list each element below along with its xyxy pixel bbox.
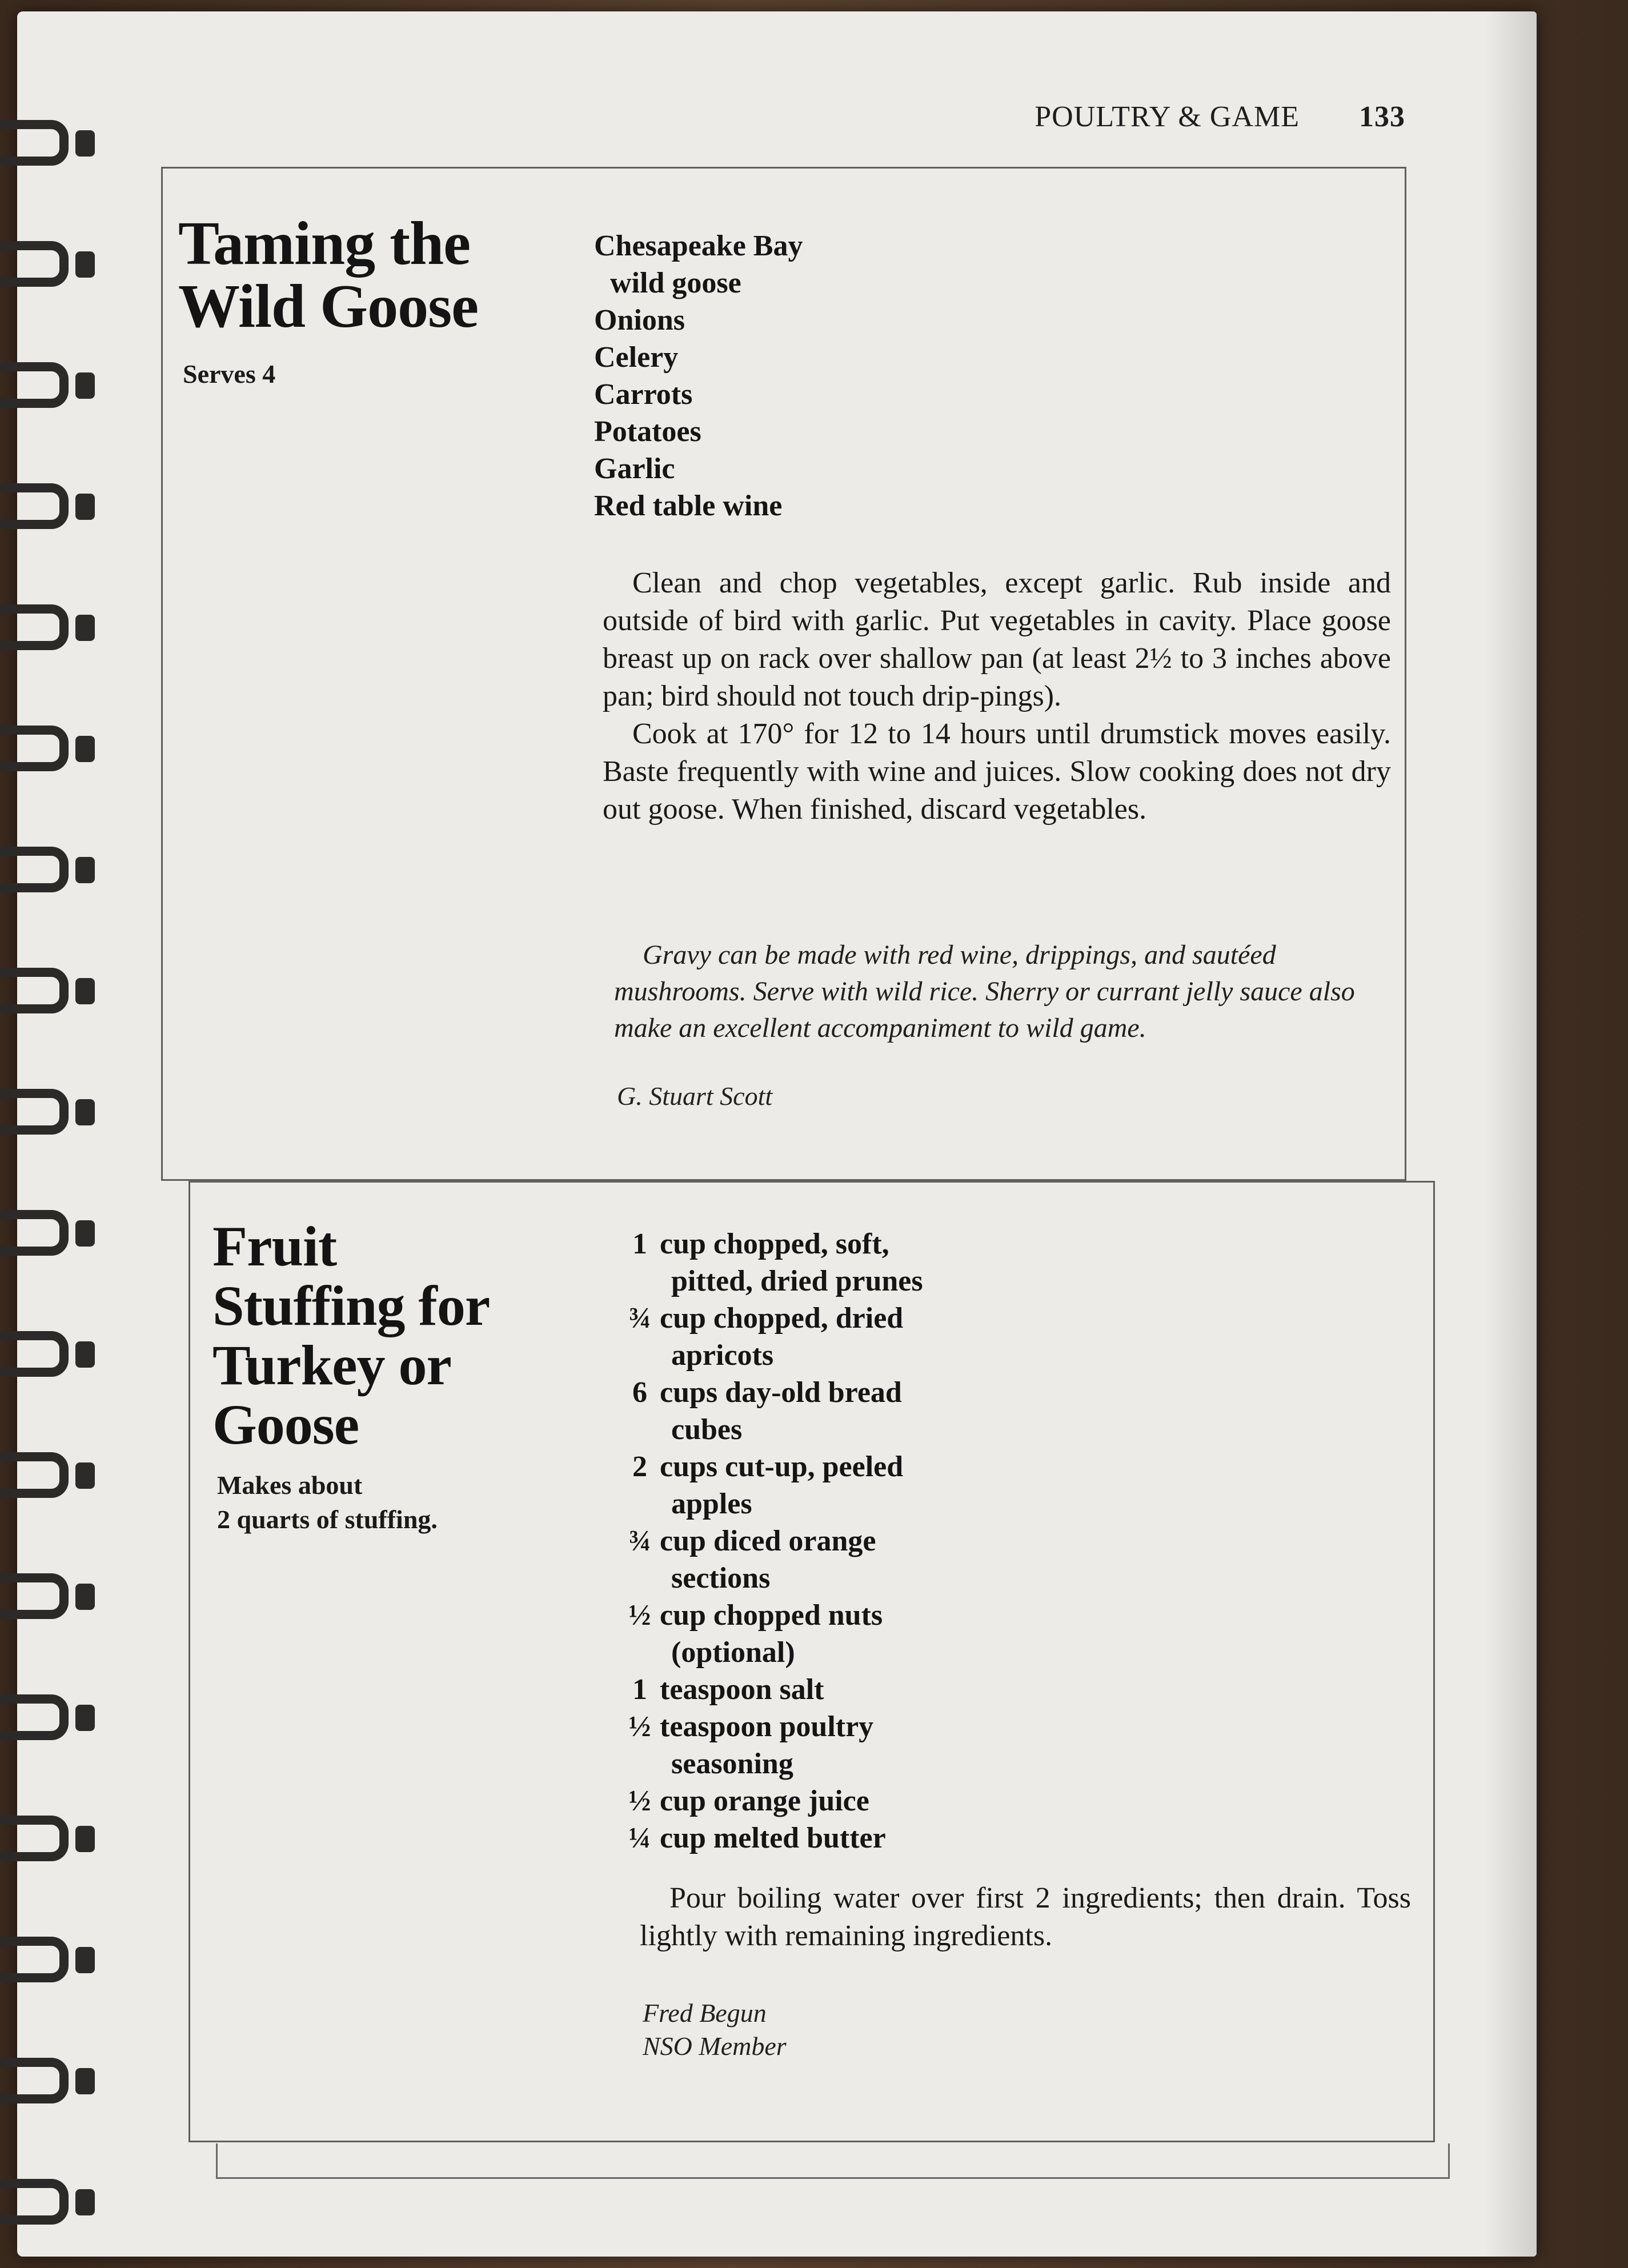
spiral-coil — [0, 1210, 69, 1256]
ingredient-item: Chesapeake Bay — [594, 230, 803, 262]
ingredient-text: teaspoon salt — [660, 1673, 824, 1706]
instruction-paragraph: Cook at 170° for 12 to 14 hours until drumstick moves easily. Baste frequently with wine and juices. Slow cooking does not dry out goose. When finished, discard vegetables. — [603, 718, 1391, 826]
binding-hole — [75, 1462, 95, 1489]
ingredient-item: Garlic — [594, 452, 675, 485]
title-line: Taming the — [178, 210, 471, 278]
binding-hole — [75, 1947, 95, 1973]
ingredient-text-continued: apricots — [671, 1339, 774, 1372]
section-title: POULTRY & GAME — [1034, 101, 1300, 133]
ingredient-item: Celery — [594, 341, 679, 374]
running-header — [1034, 100, 1405, 134]
ingredient-item — [620, 1225, 923, 1300]
ingredient-quantity: 1 — [632, 1673, 647, 1706]
binding-hole — [75, 1826, 95, 1852]
page-number: 133 — [1359, 101, 1405, 133]
ingredient-quantity: ¾ — [628, 1302, 651, 1335]
spiral-coil — [0, 2058, 69, 2103]
spiral-coil — [0, 847, 69, 892]
ingredient-text-continued: seasoning — [671, 1748, 793, 1780]
binding-hole — [75, 494, 95, 520]
instruction-paragraph: Pour boiling water over first 2 ingredients; then drain. Toss lightly with remaining ingredients. — [640, 1882, 1411, 1952]
box-shadow-frame — [216, 2143, 1450, 2179]
ingredient-text-continued: apples — [671, 1488, 752, 1520]
ingredient-item — [620, 1820, 923, 1857]
spiral-coil — [0, 968, 69, 1013]
spiral-coil — [0, 1089, 69, 1135]
spiral-coil — [0, 362, 69, 408]
binding-hole — [75, 2068, 95, 2094]
recipe-title-wild-goose — [178, 210, 479, 341]
spiral-coil — [0, 483, 69, 529]
binding-hole — [75, 736, 95, 762]
spiral-coil — [0, 1452, 69, 1498]
ingredient-item — [620, 1374, 923, 1448]
ingredient-item: wild goose — [610, 267, 741, 299]
ingredient-quantity: 6 — [632, 1376, 647, 1409]
binding-hole — [75, 1341, 95, 1368]
ingredient-text: cup chopped nuts — [660, 1599, 883, 1632]
spiral-coil — [0, 1937, 69, 1982]
ingredient-text-continued: sections — [671, 1562, 771, 1594]
ingredient-text: cup orange juice — [660, 1785, 869, 1817]
ingredient-text: cup diced orange — [660, 1525, 876, 1557]
spiral-coil — [0, 120, 69, 166]
instructions-wild-goose — [603, 564, 1391, 828]
recipe-author: G. Stuart Scott — [617, 1081, 773, 1111]
ingredient-text-continued: cubes — [671, 1413, 743, 1446]
instruction-paragraph: Clean and chop vegetables, except garlic. Rub inside and outside of bird with garlic. Put vegetables in cavity. Place goose breast up on rack over shallow pan (at least 2½ to 3 inches above pan; bird should not touch drip-pings). — [603, 567, 1391, 712]
yield-line: Makes about — [217, 1470, 363, 1500]
binding-hole — [75, 1705, 95, 1731]
ingredient-list-fruit-stuffing — [620, 1225, 923, 1857]
binding-hole — [75, 251, 95, 278]
ingredient-quantity: ½ — [628, 1785, 651, 1817]
binding-hole — [75, 1099, 95, 1125]
binding-hole — [75, 1584, 95, 1610]
binding-hole — [75, 615, 95, 641]
instructions-fruit-stuffing — [640, 1880, 1411, 1955]
ingredient-item: Carrots — [594, 378, 693, 411]
spiral-coil — [0, 1573, 69, 1619]
ingredient-item — [620, 1597, 923, 1671]
ingredient-text: cup chopped, dried — [660, 1302, 904, 1335]
author-affiliation: NSO Member — [643, 2031, 787, 2061]
spiral-coil — [0, 2179, 69, 2225]
spiral-coil — [0, 1694, 69, 1740]
ingredient-text-continued: (optional) — [671, 1636, 795, 1669]
binding-hole — [75, 2189, 95, 2215]
ingredient-text: cup chopped, soft, — [660, 1228, 889, 1260]
recipe-author — [643, 1997, 787, 2063]
ingredient-quantity: 1 — [632, 1228, 647, 1260]
ingredient-text: cup melted butter — [660, 1822, 886, 1854]
spiral-coil — [0, 241, 69, 287]
ingredient-text: cups day-old bread — [660, 1376, 902, 1409]
title-line: Wild Goose — [178, 273, 479, 341]
binding-hole — [75, 372, 95, 399]
title-line: Turkey or — [212, 1333, 451, 1397]
recipe-yield — [217, 1468, 438, 1537]
spiral-coil — [0, 1331, 69, 1377]
ingredient-item — [620, 1522, 923, 1597]
ingredient-item — [620, 1708, 923, 1782]
ingredient-item: Potatoes — [594, 415, 701, 448]
recipe-yield: Serves 4 — [183, 359, 276, 388]
ingredient-item — [620, 1300, 923, 1374]
serving-note: Gravy can be made with red wine, drippings, and sautéed mushrooms. Serve with wild rice. Sherry or currant jelly sauce also make an excellent accompaniment to wild game. — [614, 940, 1355, 1043]
ingredient-text-continued: pitted, dried prunes — [671, 1265, 923, 1297]
page-edge-shadow — [1485, 11, 1537, 2257]
spiral-binding — [0, 0, 114, 2268]
title-line: Fruit — [212, 1215, 337, 1278]
ingredient-quantity: 2 — [632, 1450, 647, 1483]
ingredient-text: teaspoon poultry — [660, 1710, 874, 1743]
ingredient-quantity: ½ — [628, 1599, 651, 1632]
recipe-title-fruit-stuffing — [212, 1217, 490, 1454]
ingredient-list-wild-goose — [594, 227, 803, 524]
ingredient-item: Onions — [594, 304, 685, 336]
author-name: Fred Begun — [643, 1998, 767, 2027]
spiral-coil — [0, 604, 69, 650]
ingredient-quantity: ¾ — [628, 1525, 651, 1557]
title-line: Stuffing for — [212, 1274, 490, 1337]
ingredient-text: cups cut-up, peeled — [660, 1450, 904, 1483]
ingredient-item — [620, 1671, 923, 1708]
yield-line: 2 quarts of stuffing. — [217, 1504, 438, 1534]
binding-hole — [75, 857, 95, 883]
binding-hole — [75, 1220, 95, 1247]
ingredient-item — [620, 1782, 923, 1820]
binding-hole — [75, 978, 95, 1004]
title-line: Goose — [212, 1393, 359, 1456]
ingredient-quantity: ¼ — [628, 1822, 651, 1854]
spiral-coil — [0, 726, 69, 771]
ingredient-item: Red table wine — [594, 490, 783, 522]
ingredient-item — [620, 1448, 923, 1522]
binding-hole — [75, 130, 95, 157]
ingredient-quantity: ½ — [628, 1710, 651, 1743]
spiral-coil — [0, 1816, 69, 1861]
